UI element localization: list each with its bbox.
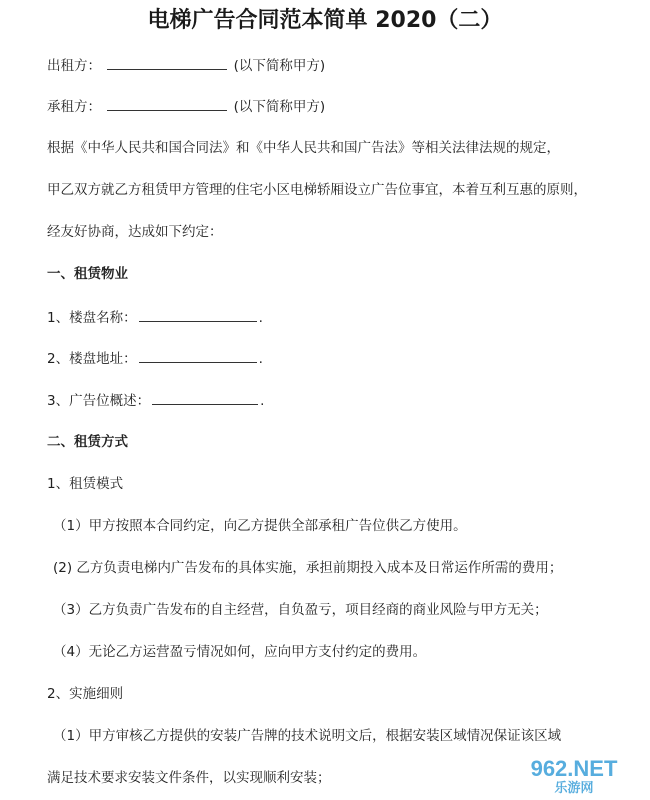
intro-paragraph-line-2: 甲乙双方就乙方租赁甲方管理的住宅小区电梯轿厢设立广告位事宜，本着互利互惠的原则，	[47, 182, 587, 198]
lessor-blank[interactable]	[107, 55, 227, 70]
lessee-line	[47, 96, 325, 117]
lessee-blank[interactable]	[107, 96, 227, 111]
section-heading-lease-property: 一、租赁物业	[47, 266, 128, 282]
lessor-note: (以下简称甲方)	[233, 58, 326, 74]
subsection-implementation: 2、实施细则	[47, 686, 124, 702]
section-heading-lease-method: 二、租赁方式	[47, 434, 128, 450]
intro-paragraph-line-1: 根据《中华人民共和国合同法》和《中华人民共和国广告法》等相关法律法规的规定，	[47, 140, 560, 156]
clause-5-line-1: （1）甲方审核乙方提供的安装广告牌的技术说明文后，根据安装区域情况保证该区域	[53, 728, 562, 744]
clause-3: （3）乙方负责广告发布的自主经营，自负盈亏，项目经商的商业风险与甲方无关；	[53, 602, 548, 618]
lessor-label: 出租方：	[47, 58, 101, 74]
building-address-blank[interactable]	[139, 348, 257, 363]
intro-paragraph-line-3: 经友好协商，达成如下约定：	[47, 224, 223, 240]
clause-1: （1）甲方按照本合同约定，向乙方提供全部承租广告位供乙方使用。	[53, 518, 467, 534]
period: .	[258, 351, 263, 367]
lessee-label: 承租方：	[47, 99, 101, 115]
period: .	[258, 310, 263, 326]
site-watermark-logo	[504, 752, 644, 796]
item-building-name-label: 1、楼盘名称：	[47, 310, 137, 326]
clause-4: （4）无论乙方运营盈亏情况如何，应向甲方支付约定的费用。	[53, 644, 427, 660]
item-building-address-label: 2、楼盘地址：	[47, 351, 137, 367]
item-building-name	[47, 307, 263, 328]
lessor-line	[47, 55, 325, 76]
item-ad-overview-label: 3、广告位概述：	[47, 393, 151, 409]
lessee-note: (以下简称甲方)	[233, 99, 326, 115]
clause-2: (2) 乙方负责电梯内广告发布的具体实施，承担前期投入成本及日常运作所需的费用；	[53, 560, 563, 576]
document-title: 电梯广告合同范本简单 2020（二）	[147, 8, 503, 33]
ad-overview-blank[interactable]	[152, 390, 258, 405]
item-building-address	[47, 348, 263, 369]
clause-5-line-2: 满足技术要求安装文件条件，以实现顺利安装；	[47, 770, 331, 786]
building-name-blank[interactable]	[139, 307, 257, 322]
period: .	[260, 393, 265, 409]
svg-text:乐游网: 乐游网	[554, 781, 594, 796]
item-ad-overview	[47, 390, 264, 411]
subsection-lease-mode: 1、租赁模式	[47, 476, 124, 492]
svg-text:962.NET: 962.NET	[530, 756, 618, 781]
